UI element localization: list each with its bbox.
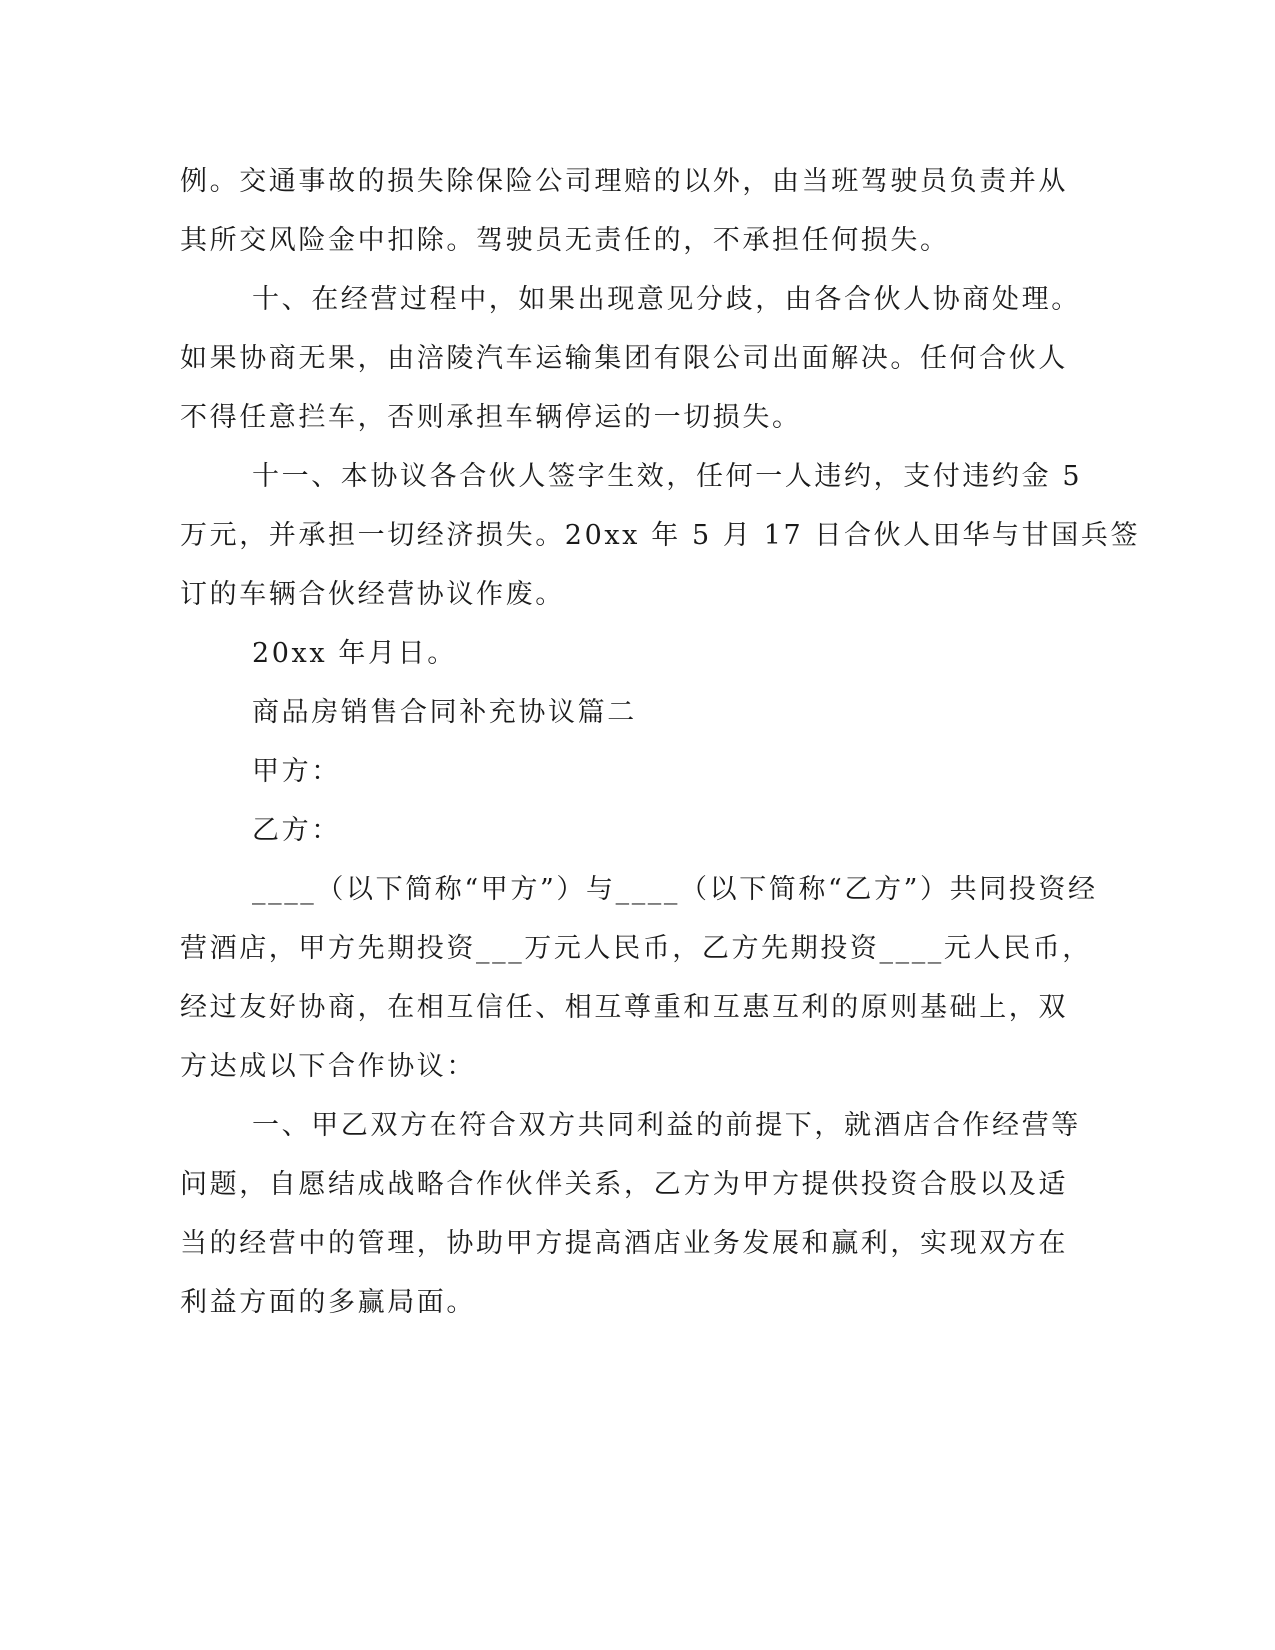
intro-paragraph-start: ____（以下简称“甲方”）与____（以下简称“乙方”）共同投资经 [252,874,1098,905]
text-line: 问题，自愿结成战略合作伙伴关系，乙方为甲方提供投资合股以及适 [180,1169,1068,1200]
document-body [180,152,1141,1332]
clause-11-heading: 十一、本协议各合伙人签字生效，任何一人违约，支付违约金 5 [252,461,1083,492]
text-line: 如果协商无果，由涪陵汽车运输集团有限公司出面解决。任何合伙人 [180,343,1068,374]
text-line: 订的车辆合伙经营协议作废。 [180,579,565,610]
text-line: 不得任意拦车，否则承担车辆停运的一切损失。 [180,402,802,433]
text-line: 例。交通事故的损失除保险公司理赔的以外，由当班驾驶员负责并从 [180,166,1068,197]
text-line: 利益方面的多赢局面。 [180,1287,476,1318]
party-b-label: 乙方： [252,815,341,846]
clause-1-heading: 一、甲乙双方在符合双方共同利益的前提下，就酒店合作经营等 [252,1110,1081,1141]
text-line: 其所交风险金中扣除。驾驶员无责任的，不承担任何损失。 [180,225,950,256]
section-title: 商品房销售合同补充协议篇二 [252,697,637,728]
text-line: 方达成以下合作协议： [180,1051,476,1082]
party-a-label: 甲方： [252,756,341,787]
clause-10-heading: 十、在经营过程中，如果出现意见分歧，由各合伙人协商处理。 [252,284,1081,315]
text-line: 营酒店，甲方先期投资___万元人民币，乙方先期投资____元人民币， [180,933,1092,964]
date-line: 20xx 年月日。 [252,638,457,669]
text-line: 万元，并承担一切经济损失。20xx 年 5 月 17 日合伙人田华与甘国兵签 [180,520,1141,551]
text-line: 当的经营中的管理，协助甲方提高酒店业务发展和赢利，实现双方在 [180,1228,1068,1259]
text-line: 经过友好协商，在相互信任、相互尊重和互惠互利的原则基础上，双 [180,992,1068,1023]
